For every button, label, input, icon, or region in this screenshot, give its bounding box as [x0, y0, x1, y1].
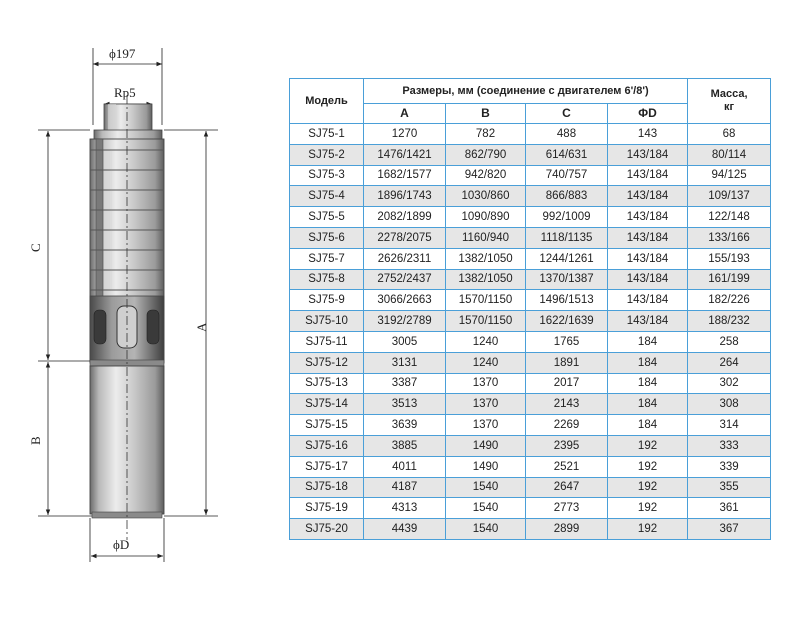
table-row	[290, 227, 771, 248]
cell-mass: 258	[688, 331, 771, 352]
cell-c: 1370/1387	[526, 269, 608, 290]
table-row	[290, 248, 771, 269]
cell-b: 1490	[446, 456, 526, 477]
cell-d: 192	[608, 435, 688, 456]
cell-b: 1570/1150	[446, 311, 526, 332]
table-row	[290, 519, 771, 540]
table-row	[290, 394, 771, 415]
cell-d: 184	[608, 352, 688, 373]
cell-a: 1896/1743	[364, 186, 446, 207]
cell-d: 143/184	[608, 227, 688, 248]
cell-c: 1244/1261	[526, 248, 608, 269]
cell-b: 1240	[446, 331, 526, 352]
cell-model: SJ75-8	[290, 269, 364, 290]
cell-c: 2143	[526, 394, 608, 415]
cell-d: 192	[608, 519, 688, 540]
specification-table	[289, 78, 771, 540]
cell-mass: 339	[688, 456, 771, 477]
table-body	[290, 124, 771, 540]
header-model: Модель	[290, 79, 364, 124]
cell-d: 143/184	[608, 290, 688, 311]
cell-model: SJ75-6	[290, 227, 364, 248]
cell-d: 143/184	[608, 144, 688, 165]
cell-b: 1030/860	[446, 186, 526, 207]
cell-model: SJ75-5	[290, 207, 364, 228]
cell-b: 1490	[446, 435, 526, 456]
cell-model: SJ75-20	[290, 519, 364, 540]
cell-c: 2899	[526, 519, 608, 540]
cell-d: 192	[608, 498, 688, 519]
table-row	[290, 311, 771, 332]
cell-a: 2278/2075	[364, 227, 446, 248]
cell-c: 2395	[526, 435, 608, 456]
cell-a: 1270	[364, 124, 446, 145]
header-col-a: A	[364, 104, 446, 124]
table-row	[290, 415, 771, 436]
table-row	[290, 498, 771, 519]
table-row	[290, 290, 771, 311]
cell-b: 1370	[446, 373, 526, 394]
cell-d: 143/184	[608, 269, 688, 290]
outlet-thread-dimension	[104, 85, 152, 104]
cell-model: SJ75-3	[290, 165, 364, 186]
table-row	[290, 186, 771, 207]
cell-model: SJ75-9	[290, 290, 364, 311]
cell-model: SJ75-10	[290, 311, 364, 332]
cell-model: SJ75-12	[290, 352, 364, 373]
cell-c: 2773	[526, 498, 608, 519]
cell-b: 862/790	[446, 144, 526, 165]
cell-b: 1382/1050	[446, 269, 526, 290]
table-row	[290, 331, 771, 352]
table-row	[290, 165, 771, 186]
dimension-a	[164, 130, 218, 516]
cell-b: 1382/1050	[446, 248, 526, 269]
cell-c: 2017	[526, 373, 608, 394]
cell-a: 4439	[364, 519, 446, 540]
table-row	[290, 352, 771, 373]
cell-mass: 333	[688, 435, 771, 456]
cell-d: 143/184	[608, 165, 688, 186]
cell-a: 2626/2311	[364, 248, 446, 269]
cell-c: 1891	[526, 352, 608, 373]
dimension-c	[28, 130, 90, 361]
cell-model: SJ75-11	[290, 331, 364, 352]
cell-d: 184	[608, 373, 688, 394]
cell-a: 1682/1577	[364, 165, 446, 186]
cell-c: 1765	[526, 331, 608, 352]
cell-model: SJ75-1	[290, 124, 364, 145]
header-col-c: C	[526, 104, 608, 124]
cell-a: 2752/2437	[364, 269, 446, 290]
cell-d: 143/184	[608, 186, 688, 207]
cell-mass: 355	[688, 477, 771, 498]
cell-b: 1540	[446, 519, 526, 540]
outlet-thread-label: Rp5	[114, 85, 136, 100]
cell-d: 192	[608, 456, 688, 477]
cell-a: 2082/1899	[364, 207, 446, 228]
cell-mass: 122/148	[688, 207, 771, 228]
cell-d: 143/184	[608, 207, 688, 228]
table-row	[290, 373, 771, 394]
cell-b: 782	[446, 124, 526, 145]
top-diameter-label: ϕ197	[109, 46, 136, 61]
cell-d: 143	[608, 124, 688, 145]
cell-c: 992/1009	[526, 207, 608, 228]
table-row	[290, 477, 771, 498]
cell-model: SJ75-15	[290, 415, 364, 436]
cell-c: 614/631	[526, 144, 608, 165]
header-dimensions: Размеры, мм (соединение с двигателем 6'/8')	[364, 79, 688, 104]
pump-body	[90, 95, 164, 540]
cell-mass: 188/232	[688, 311, 771, 332]
cell-mass: 182/226	[688, 290, 771, 311]
bottom-diameter-label: ϕD	[113, 537, 130, 552]
cell-a: 3885	[364, 435, 446, 456]
cell-a: 3131	[364, 352, 446, 373]
pump-dimension-drawing	[0, 0, 285, 640]
cell-mass: 155/193	[688, 248, 771, 269]
cell-model: SJ75-2	[290, 144, 364, 165]
cell-model: SJ75-16	[290, 435, 364, 456]
cell-model: SJ75-18	[290, 477, 364, 498]
cell-mass: 80/114	[688, 144, 771, 165]
dimension-c-label: C	[28, 243, 43, 252]
cell-a: 4187	[364, 477, 446, 498]
cell-b: 1090/890	[446, 207, 526, 228]
cell-b: 1160/940	[446, 227, 526, 248]
cell-model: SJ75-19	[290, 498, 364, 519]
table-row	[290, 144, 771, 165]
cell-c: 2269	[526, 415, 608, 436]
cell-d: 184	[608, 331, 688, 352]
cell-mass: 367	[688, 519, 771, 540]
table-row	[290, 124, 771, 145]
cell-b: 942/820	[446, 165, 526, 186]
cell-model: SJ75-4	[290, 186, 364, 207]
table-row	[290, 435, 771, 456]
header-mass: Масса, кг	[688, 79, 771, 124]
dimension-b-label: B	[28, 436, 43, 445]
cell-a: 3513	[364, 394, 446, 415]
cell-a: 3066/2663	[364, 290, 446, 311]
cell-d: 184	[608, 415, 688, 436]
table-row	[290, 269, 771, 290]
cell-b: 1540	[446, 498, 526, 519]
dimension-b	[28, 362, 92, 516]
cell-a: 4011	[364, 456, 446, 477]
cell-d: 143/184	[608, 248, 688, 269]
cell-c: 1622/1639	[526, 311, 608, 332]
cell-c: 488	[526, 124, 608, 145]
cell-mass: 264	[688, 352, 771, 373]
cell-mass: 161/199	[688, 269, 771, 290]
cell-mass: 68	[688, 124, 771, 145]
cell-model: SJ75-17	[290, 456, 364, 477]
cell-a: 1476/1421	[364, 144, 446, 165]
cell-mass: 133/166	[688, 227, 771, 248]
table-row	[290, 207, 771, 228]
cell-model: SJ75-13	[290, 373, 364, 394]
cell-a: 3387	[364, 373, 446, 394]
cell-c: 2647	[526, 477, 608, 498]
cell-d: 143/184	[608, 311, 688, 332]
table-row	[290, 456, 771, 477]
cell-model: SJ75-14	[290, 394, 364, 415]
cell-d: 192	[608, 477, 688, 498]
cell-b: 1540	[446, 477, 526, 498]
cell-a: 4313	[364, 498, 446, 519]
cell-mass: 361	[688, 498, 771, 519]
cell-c: 2521	[526, 456, 608, 477]
header-col-b: B	[446, 104, 526, 124]
cell-c: 1496/1513	[526, 290, 608, 311]
cell-mass: 94/125	[688, 165, 771, 186]
cell-a: 3005	[364, 331, 446, 352]
cell-c: 866/883	[526, 186, 608, 207]
header-col-d: ΦD	[608, 104, 688, 124]
cell-b: 1240	[446, 352, 526, 373]
cell-b: 1370	[446, 415, 526, 436]
cell-mass: 314	[688, 415, 771, 436]
cell-b: 1370	[446, 394, 526, 415]
cell-a: 3192/2789	[364, 311, 446, 332]
dimension-a-label: A	[194, 322, 209, 332]
cell-mass: 308	[688, 394, 771, 415]
cell-a: 3639	[364, 415, 446, 436]
cell-b: 1570/1150	[446, 290, 526, 311]
cell-mass: 109/137	[688, 186, 771, 207]
cell-c: 740/757	[526, 165, 608, 186]
cell-d: 184	[608, 394, 688, 415]
cell-c: 1118/1135	[526, 227, 608, 248]
cell-mass: 302	[688, 373, 771, 394]
cell-model: SJ75-7	[290, 248, 364, 269]
